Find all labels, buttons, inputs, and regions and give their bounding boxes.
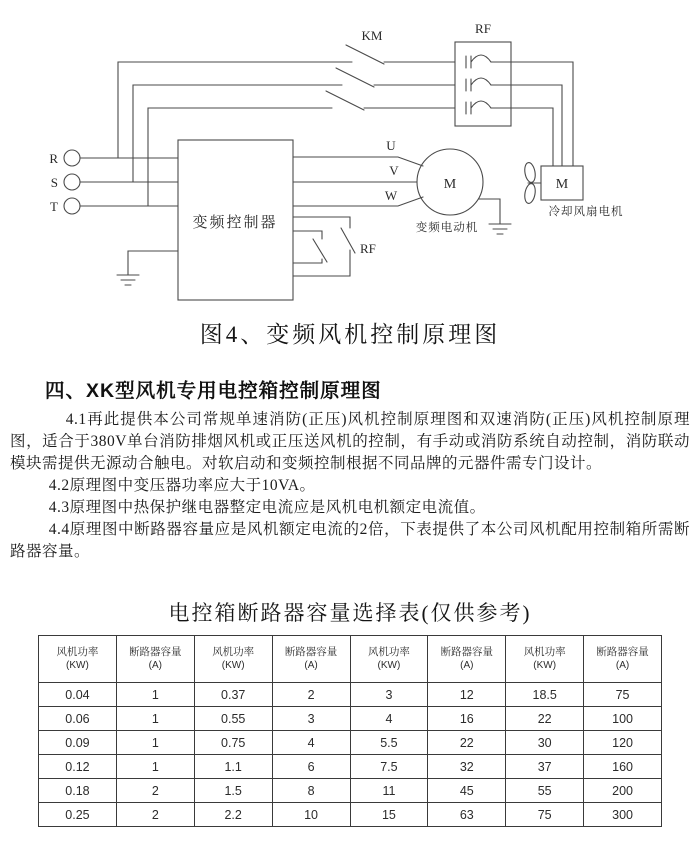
motor-ground-icon xyxy=(479,199,511,234)
paragraph-4-3: 4.3原理图中热保护继电器整定电流应是风机电机额定电流值。 xyxy=(48,499,486,516)
table-cell: 100 xyxy=(584,707,662,731)
table-cell: 3 xyxy=(272,707,350,731)
input-terminals xyxy=(49,150,178,214)
phase-v-label: V xyxy=(389,163,399,178)
rf-bottom-label: RF xyxy=(360,241,376,256)
phase-u-label: U xyxy=(386,138,396,153)
terminal-s-label: S xyxy=(50,175,58,190)
rf-top-label: RF xyxy=(475,21,491,36)
table-header-cell: 断路器容量 (A) xyxy=(272,636,350,683)
fan-motor-caption: 冷却风扇电机 xyxy=(548,206,624,218)
table-cell: 4 xyxy=(350,707,428,731)
table-cell: 6 xyxy=(272,755,350,779)
controller-ground-icon xyxy=(117,251,178,285)
fan-blade-icon xyxy=(523,183,536,204)
table-header-cell: 断路器容量 (A) xyxy=(428,636,506,683)
table-row xyxy=(39,707,662,731)
table-cell: 12 xyxy=(428,683,506,707)
table-cell: 5.5 xyxy=(350,731,428,755)
fan-blade-icon xyxy=(523,162,536,183)
motor-m-label: M xyxy=(443,177,457,192)
cooling-fan-wires xyxy=(511,62,573,166)
table-cell: 32 xyxy=(428,755,506,779)
table-cell: 1 xyxy=(116,707,194,731)
table-header-cell: 风机功率 (KW) xyxy=(194,636,272,683)
table-cell: 11 xyxy=(350,779,428,803)
table-header-cell: 风机功率 (KW) xyxy=(350,636,428,683)
frequency-controller-box xyxy=(178,140,293,300)
table-cell: 30 xyxy=(506,731,584,755)
table-cell: 1 xyxy=(116,731,194,755)
table-cell: 160 xyxy=(584,755,662,779)
table-header-cell: 断路器容量 (A) xyxy=(584,636,662,683)
paragraph-4-1: 4.1再此提供本公司常规单速消防(正压)风机控制原理图和双速消防(正压)风机控制原理图，适合于380V单台消防排烟风机或正压送风机的控制，有手动或消防系统自动控制，消防联动模块需提供无源动合触电。对软启动和变频控制根据不同品牌的元器件需专门设计。 xyxy=(10,411,690,472)
table-title: 电控箱断路器容量选择表(仅供参考) xyxy=(168,601,532,625)
paragraph-4-4: 4.4原理图中断路器容量应是风机额定电流的2倍，下表提供了本公司风机配用控制箱所需断路器容量。 xyxy=(10,521,690,560)
table-cell: 2 xyxy=(272,683,350,707)
table-cell: 15 xyxy=(350,803,428,827)
km-contactor-wires xyxy=(118,28,455,206)
table-cell: 75 xyxy=(506,803,584,827)
table-cell: 0.75 xyxy=(194,731,272,755)
section-heading: 四、XK型风机专用电控箱控制原理图 xyxy=(45,380,382,402)
thermal-relay-box xyxy=(455,21,511,126)
table-cell: 1.5 xyxy=(194,779,272,803)
km-label: KM xyxy=(361,28,383,43)
controller-label: 变频控制器 xyxy=(192,215,278,231)
table-cell: 200 xyxy=(584,779,662,803)
table-header-cell: 风机功率 (KW) xyxy=(39,636,117,683)
frequency-motor xyxy=(416,149,483,234)
fan-motor-m-label: M xyxy=(555,177,569,192)
table-cell: 120 xyxy=(584,731,662,755)
table-cell: 10 xyxy=(272,803,350,827)
table-cell: 2.2 xyxy=(194,803,272,827)
paragraph-4-2: 4.2原理图中变压器功率应大于10VA。 xyxy=(48,477,316,494)
table-cell: 22 xyxy=(506,707,584,731)
table-header-cell: 断路器容量 (A) xyxy=(116,636,194,683)
terminal-r-label: R xyxy=(49,151,58,166)
table-cell: 63 xyxy=(428,803,506,827)
cooling-fan-motor xyxy=(523,162,623,218)
table-cell: 0.37 xyxy=(194,683,272,707)
figure-caption: 图4、变频风机控制原理图 xyxy=(199,322,501,347)
table-cell: 2 xyxy=(116,779,194,803)
motor-caption: 变频电动机 xyxy=(415,222,479,234)
table-cell: 22 xyxy=(428,731,506,755)
table-cell: 0.18 xyxy=(39,779,117,803)
table-cell: 18.5 xyxy=(506,683,584,707)
table-cell: 55 xyxy=(506,779,584,803)
breaker-selection-table xyxy=(38,635,662,827)
fan-control-circuit-diagram xyxy=(0,0,700,312)
table-cell: 3 xyxy=(350,683,428,707)
table-cell: 0.09 xyxy=(39,731,117,755)
table-cell: 37 xyxy=(506,755,584,779)
table-row xyxy=(39,803,662,827)
table-cell: 300 xyxy=(584,803,662,827)
table-cell: 0.25 xyxy=(39,803,117,827)
table-header-row xyxy=(39,636,662,683)
table-cell: 0.55 xyxy=(194,707,272,731)
phase-w-label: W xyxy=(384,188,398,203)
table-cell: 45 xyxy=(428,779,506,803)
table-cell: 1 xyxy=(116,683,194,707)
table-row xyxy=(39,779,662,803)
table-cell: 1 xyxy=(116,755,194,779)
table-cell: 75 xyxy=(584,683,662,707)
rf-feedback-contact xyxy=(293,217,376,276)
table-cell: 2 xyxy=(116,803,194,827)
table-cell: 4 xyxy=(272,731,350,755)
motor-output-wires xyxy=(293,138,423,206)
table-row xyxy=(39,731,662,755)
table-cell: 0.06 xyxy=(39,707,117,731)
table-row xyxy=(39,755,662,779)
table-cell: 1.1 xyxy=(194,755,272,779)
table-cell: 0.04 xyxy=(39,683,117,707)
table-cell: 8 xyxy=(272,779,350,803)
table-cell: 0.12 xyxy=(39,755,117,779)
table-header-cell: 风机功率 (KW) xyxy=(506,636,584,683)
table-row xyxy=(39,683,662,707)
terminal-t-label: T xyxy=(50,199,58,214)
table-cell: 7.5 xyxy=(350,755,428,779)
table-cell: 16 xyxy=(428,707,506,731)
